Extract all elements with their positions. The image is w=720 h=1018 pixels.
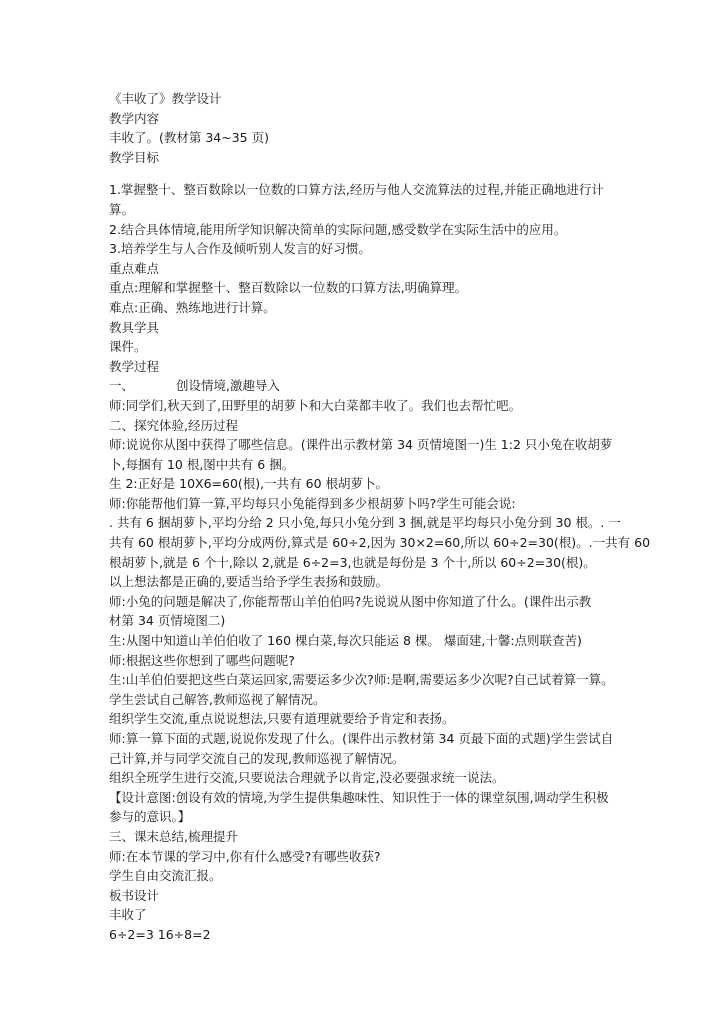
key-point: 重点:理解和掌握整十、整百数除以一位数的口算方法,明确算理。: [109, 280, 468, 296]
goal-1-line-2: 算。: [109, 201, 135, 217]
step-1-heading: [109, 376, 629, 396]
step-3-heading: 三、课末总结,梳理提升: [109, 828, 238, 844]
paragraph: . 共有 6 捆胡萝卜,平均分给 2 只小兔,每只小兔分到 3 捆,就是平均每只小兔分到 30 根。. 一: [109, 515, 621, 531]
heading-teaching-goals: 教学目标: [109, 149, 160, 165]
paragraph: 师:在本节课的学习中,你有什么感受?有哪些收获?: [109, 848, 381, 864]
heading-teaching-content: 教学内容: [109, 110, 160, 126]
goal-2: 2.结合具体情境,能用所学知识解决简单的实际问题,感受数学在实际生活中的应用。: [109, 221, 567, 237]
paragraph: 材第 34 页情境图二): [109, 613, 226, 629]
content-text: 丰收了。(教材第 34~35 页): [109, 130, 269, 146]
paragraph: 师:算一算下面的式题,说说你发现了什么。(课件出示教材第 34 页最下面的式题)学生尝试自: [109, 731, 614, 746]
document-page: [109, 89, 651, 945]
paragraph: 生:山羊伯伯要把这些白菜运回家,需要运多少次?师:是啊,需要运多少次呢?自己试着算一算。: [109, 672, 614, 688]
spacer: [109, 167, 629, 180]
tools-text: 课件。: [109, 339, 147, 355]
heading-board-design: 板书设计: [109, 887, 160, 903]
paragraph: 师:说说你从图中获得了哪些信息。(课件出示教材第 34 页情境图一)生 1:2 只小兔在收胡萝: [109, 437, 613, 453]
goal-3: 3.培养学生与人合作及倾听别人发言的好习惯。: [109, 241, 371, 257]
paragraph: 学生自由交流汇报。: [109, 868, 222, 884]
paragraph: 组织学生交流,重点说说想法,只要有道理就要给予肯定和表扬。: [109, 711, 455, 727]
goal-1-line-1: 1.掌握整十、整百数除以一位数的口算方法,经历与他人交流算法的过程,并能正确地进行计: [109, 182, 604, 198]
step-2-heading: 二、探究体验,经历过程: [109, 417, 238, 433]
paragraph: 组织全班学生进行交流,只要说法合理就予以肯定,没必要强求统一说法。: [109, 770, 505, 786]
paragraph: 共有 60 根胡萝卜,平均分成两份,算式是 60÷2,因为 30×2=60,所以 60÷2=30(根)。.一共有 60: [109, 535, 651, 551]
paragraph: 生:从图中知道山羊伯伯收了 160 棵白菜,每次只能运 8 棵。 爆面建,十馨:点则联查苦): [109, 633, 582, 649]
document-title: 《丰收了》教学设计: [109, 91, 222, 106]
paragraph: 师:小兔的问题是解决了,你能帮帮山羊伯伯吗?先说说从图中你知道了什么。(课件出示教: [109, 593, 592, 609]
paragraph: 以上想法都是正确的,要适当给予学生表扬和鼓励。: [109, 574, 388, 590]
step-1-title: 创设情境,激趣导入: [176, 378, 280, 394]
paragraph: 师:同学们,秋天到了,田野里的胡萝卜和大白菜都丰收了。我们也去帮忙吧。: [109, 397, 522, 413]
board-title: 丰收了: [109, 907, 147, 923]
design-intent-line-1: 【设计意图:创设有效的情境,为学生提供集趣味性、知识性于一体的课堂氛围,调动学生积极: [109, 789, 609, 805]
paragraph: 卜,每捆有 10 根,图中共有 6 捆。: [109, 456, 295, 472]
heading-teaching-process: 教学过程: [109, 358, 160, 374]
paragraph: 生 2:正好是 10X6=60(根),一共有 60 根胡萝卜。: [109, 476, 388, 492]
paragraph: 师:根据这些你想到了哪些问题呢?: [109, 652, 295, 668]
difficulty: 难点:正确、熟练地进行计算。: [109, 299, 276, 315]
paragraph: 己计算,并与同学交流自己的发现,教师巡视了解情况。: [109, 750, 405, 766]
paragraph: 学生尝试自己解答,教师巡视了解情况。: [109, 691, 326, 707]
board-formula: 6÷2=3 16÷8=2: [109, 926, 211, 942]
heading-key-points: 重点难点: [109, 260, 160, 276]
heading-teaching-tools: 教具学具: [109, 319, 160, 335]
design-intent-line-2: 参与的意识。】: [109, 809, 191, 825]
paragraph: 根胡萝卜,就是 6 个十,除以 2,就是 6÷2=3,也就是每份是 3 个十,所以 60÷2=30(根)。: [109, 554, 596, 570]
step-1-number: 一、: [109, 378, 135, 394]
paragraph: 师:你能帮他们算一算,平均每只小兔能得到多少根胡萝卜吗?学生可能会说:: [109, 495, 516, 511]
